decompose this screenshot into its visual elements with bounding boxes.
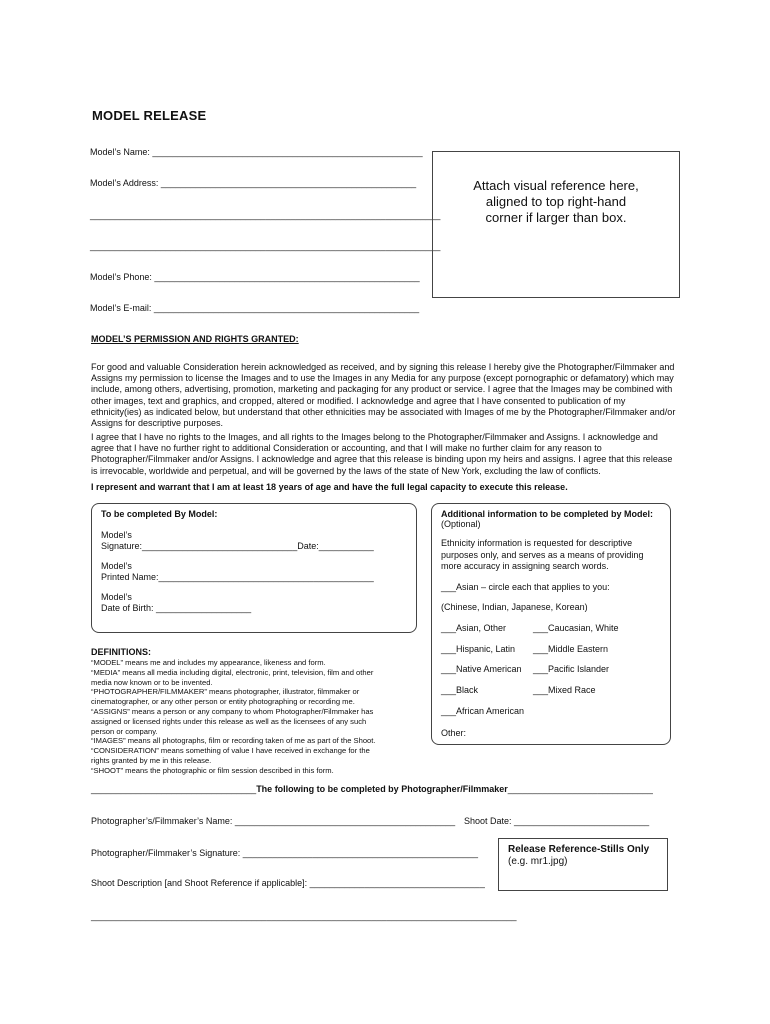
divider-line-right: _____________________________: [507, 784, 653, 794]
attach-visual-box[interactable]: [432, 151, 680, 298]
shoot-description-line2[interactable]: _____________________________________________________________________________________: [91, 911, 517, 921]
shoot-date-field[interactable]: Shoot Date: ___________________________: [464, 816, 650, 826]
photographer-section-heading: The following to be completed by Photographer/Filmmaker: [256, 784, 508, 794]
model-address-line3[interactable]: ______________________________________________________________________: [90, 241, 441, 251]
ethnicity-mixed-race-option[interactable]: ___Mixed Race: [533, 685, 596, 695]
model-printed-name-field[interactable]: Model’s Printed Name:___________________________________________: [101, 561, 374, 582]
asian-subgroups-text: (Chinese, Indian, Japanese, Korean): [441, 602, 588, 612]
ethnicity-middle-eastern-option[interactable]: ___Middle Eastern: [533, 644, 609, 654]
ethnicity-hispanic-option[interactable]: ___Hispanic, Latin: [441, 644, 516, 654]
model-address-field[interactable]: Model’s Address: ___________________________________________________: [90, 178, 417, 188]
additional-info-box: [431, 503, 671, 745]
model-address-line2[interactable]: ______________________________________________________________________: [90, 210, 441, 220]
permissions-paragraph-2: I agree that I have no rights to the Images, and all rights to the Images belong to the Photographer/Filmmaker and Assigns. I acknowledge and agree that I have no further right to additional Consideration or accounting, and that I will make no further claim for any reason to Photographer/Filmmaker and/or Assigns. I acknowledge and agree that this release is binding upon my heirs and assigns. I agree that this release is irrevocable, worldwide and perpetual, and will be governed by the laws of the state of New York, excluding the law of conflicts.: [91, 432, 673, 476]
ethnicity-native-american-option[interactable]: ___Native American: [441, 664, 522, 674]
release-reference-title: Release Reference-Stills Only: [508, 844, 650, 855]
age-warranty-statement: I represent and warrant that I am at least 18 years of age and have the full legal capacity to execute this release.: [91, 482, 568, 492]
model-completion-box: [91, 503, 417, 633]
divider-line-left: _________________________________: [91, 784, 257, 794]
photographer-section-divider: [91, 784, 653, 795]
shoot-description-field[interactable]: Shoot Description [and Shoot Reference if applicable]: ___________________________________: [91, 878, 485, 888]
permissions-heading: MODEL’S PERMISSION AND RIGHTS GRANTED:: [91, 334, 299, 344]
model-dob-field[interactable]: Model’s Date of Birth: ___________________: [101, 592, 252, 613]
photographer-name-field[interactable]: Photographer’s/Filmmaker’s Name: ____________________________________________: [91, 816, 456, 826]
ethnicity-asian-option[interactable]: ___Asian – circle each that applies to you:: [441, 582, 610, 592]
ethnicity-african-american-option[interactable]: ___African American: [441, 706, 525, 716]
definitions-heading: DEFINITIONS:: [91, 647, 151, 657]
optional-label: (Optional): [441, 519, 481, 529]
attach-visual-instructions: Attach visual reference here, aligned to top right-hand corner if larger than box.: [473, 178, 639, 225]
page-title: MODEL RELEASE: [92, 108, 207, 123]
release-reference-box[interactable]: [498, 838, 668, 891]
ethnicity-black-option[interactable]: ___Black: [441, 685, 479, 695]
model-email-field[interactable]: Model’s E-mail: _____________________________________________________: [90, 303, 420, 313]
ethnicity-pacific-islander-option[interactable]: ___Pacific Islander: [533, 664, 610, 674]
ethnicity-asian-other-option[interactable]: ___Asian, Other: [441, 623, 507, 633]
model-box-title: To be completed By Model:: [101, 509, 218, 519]
model-name-field[interactable]: Model’s Name: ______________________________________________________: [90, 147, 423, 157]
ethnicity-caucasian-option[interactable]: ___Caucasian, White: [533, 623, 619, 633]
additional-info-title: Additional information to be completed by Model:: [441, 509, 653, 519]
ethnicity-other-field[interactable]: Other:: [441, 728, 467, 738]
definitions-text: “MODEL” means me and includes my appearance, likeness and form. “MEDIA” means all media including digital, electronic, print, television, film and other media now known or to be invented. “PHOTOGRAPHER/FILMMAKER” means photographer, illustrator, filmmaker or cinematographer, or any other person or entity photographing or recording me. “ASSIGNS” means a person or any company to whom Photographer/Filmmaker has assigned or licensed rights under this release as well as the licensees of any such person or company. “IMAGES” means all photographs, film or recording taken of me as part of the Shoot. “CONSIDERATION” means something of value I have received in exchange for the rights granted by me in this release. “SHOOT” means the photographic or film session described in this form.: [91, 658, 376, 775]
ethnicity-info-text: Ethnicity information is requested for descriptive purposes only, and serves as a means of providing more accuracy in assigning search words.: [441, 538, 644, 571]
model-phone-field[interactable]: Model’s Phone: _____________________________________________________: [90, 272, 420, 282]
model-signature-field[interactable]: Model’s Signature:_______________________________Date:___________: [101, 530, 374, 551]
photographer-signature-field[interactable]: Photographer/Filmmaker’s Signature: _______________________________________________: [91, 848, 478, 858]
permissions-paragraph-1: For good and valuable Consideration herein acknowledged as received, and by signing this release I hereby give the Photographer/Filmmaker and Assigns my permission to license the Images and to use the Images in any Media for any purpose (except pornographic or defamatory) which may include, among others, advertising, promotion, marketing and packaging for any product or service. I agree that the Images may be combined with other images, text and graphics, and cropped, altered or modified. I acknowledge and agree that I have consented to publication of my ethnicity(ies) as indicated below, but understand that other ethnicities may be associated with Images of me by the Photographer/Filmmaker and/or Assigns for descriptive purposes.: [91, 362, 676, 429]
release-reference-example: (e.g. mr1.jpg): [508, 856, 568, 867]
